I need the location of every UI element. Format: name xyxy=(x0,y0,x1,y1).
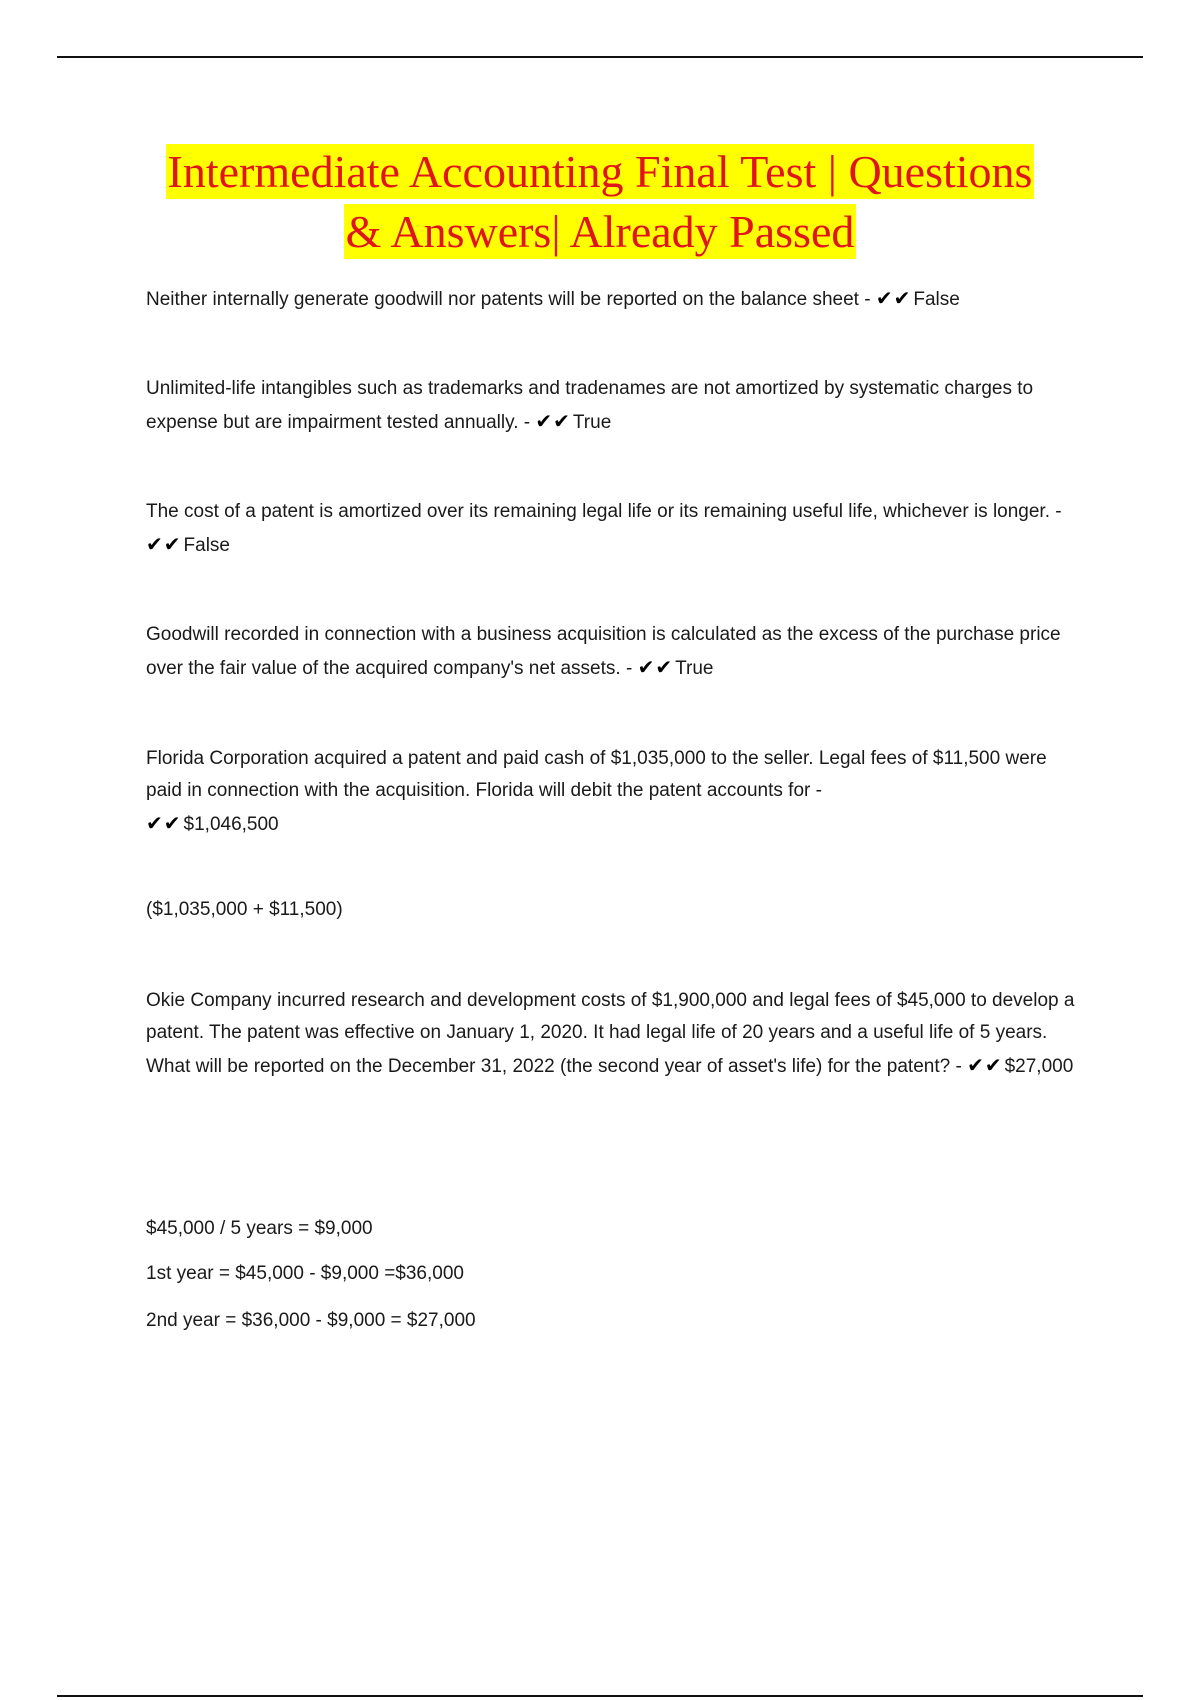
okie-calc-line-3: 2nd year = $36,000 - $9,000 = $27,000 xyxy=(146,1310,476,1331)
check-icon: ✔ xyxy=(984,1053,1002,1077)
answer xyxy=(637,655,714,679)
question-text: Neither internally generate goodwill nor patents will be reported on the balance sheet - xyxy=(146,289,871,310)
top-rule xyxy=(57,56,1143,58)
question-text: The cost of a patent is amortized over its remaining legal life or its remaining useful life, whichever is longer. - xyxy=(146,501,1062,522)
question-text: Unlimited-life intangibles such as trademarks and tradenames are not amortized by systematic charges to expense but are impairment tested annually. - xyxy=(146,378,1034,433)
answer xyxy=(967,1053,1074,1077)
qa-item-4 xyxy=(146,619,1076,685)
question-text: Goodwill recorded in connection with a business acquisition is calculated as the excess of the purchase price over the fair value of the acquired company's net assets. - xyxy=(146,624,1061,679)
qa-item-3 xyxy=(146,496,1076,562)
check-icon: ✔ xyxy=(637,655,655,679)
okie-calc-line-2: 1st year = $45,000 - $9,000 =$36,000 xyxy=(146,1263,464,1284)
qa-item-5 xyxy=(146,743,1076,841)
title-line-2: & Answers| Already Passed xyxy=(345,206,855,257)
document-title xyxy=(100,142,1100,262)
check-icon: ✔ xyxy=(163,532,181,556)
answer xyxy=(535,409,612,433)
answer xyxy=(875,286,960,310)
check-icon: ✔ xyxy=(535,409,553,433)
answer-text: True xyxy=(675,658,714,679)
answer xyxy=(146,807,1076,841)
qa-item-2 xyxy=(146,373,1076,439)
check-icon: ✔ xyxy=(163,811,181,835)
question-text: Florida Corporation acquired a patent and paid cash of $1,035,000 to the seller. Legal fees of $11,500 were paid in connection with the acquisition. Florida will debit the patent accounts for - xyxy=(146,748,1047,801)
title-line-1: Intermediate Accounting Final Test | Questions xyxy=(167,146,1033,197)
okie-calc-line-1: $45,000 / 5 years = $9,000 xyxy=(146,1218,373,1239)
check-icon: ✔ xyxy=(875,286,893,310)
answer-text: False xyxy=(913,289,960,310)
answer-text: False xyxy=(183,535,230,556)
answer xyxy=(146,532,230,556)
florida-calculation-note: ($1,035,000 + $11,500) xyxy=(146,899,343,920)
question-text: Okie Company incurred research and development costs of $1,900,000 and legal fees of $45,000 to develop a patent. The patent was effective on January 1, 2020. It had legal life of 20 years and a useful life of 5 years. What will be reported on the December 31, 2022 (the second year of asset's life) for the patent? - xyxy=(146,990,1075,1077)
qa-item-6 xyxy=(146,985,1076,1083)
answer-text: $27,000 xyxy=(1004,1056,1074,1077)
check-icon: ✔ xyxy=(893,286,911,310)
check-icon: ✔ xyxy=(655,655,673,679)
answer-text: True xyxy=(572,412,612,433)
check-icon: ✔ xyxy=(146,532,163,556)
check-icon: ✔ xyxy=(967,1053,984,1077)
check-icon: ✔ xyxy=(146,811,163,835)
answer-text: $1,046,500 xyxy=(183,814,279,835)
check-icon: ✔ xyxy=(553,409,570,433)
bottom-rule xyxy=(57,1695,1143,1697)
qa-item-1 xyxy=(146,282,1076,316)
